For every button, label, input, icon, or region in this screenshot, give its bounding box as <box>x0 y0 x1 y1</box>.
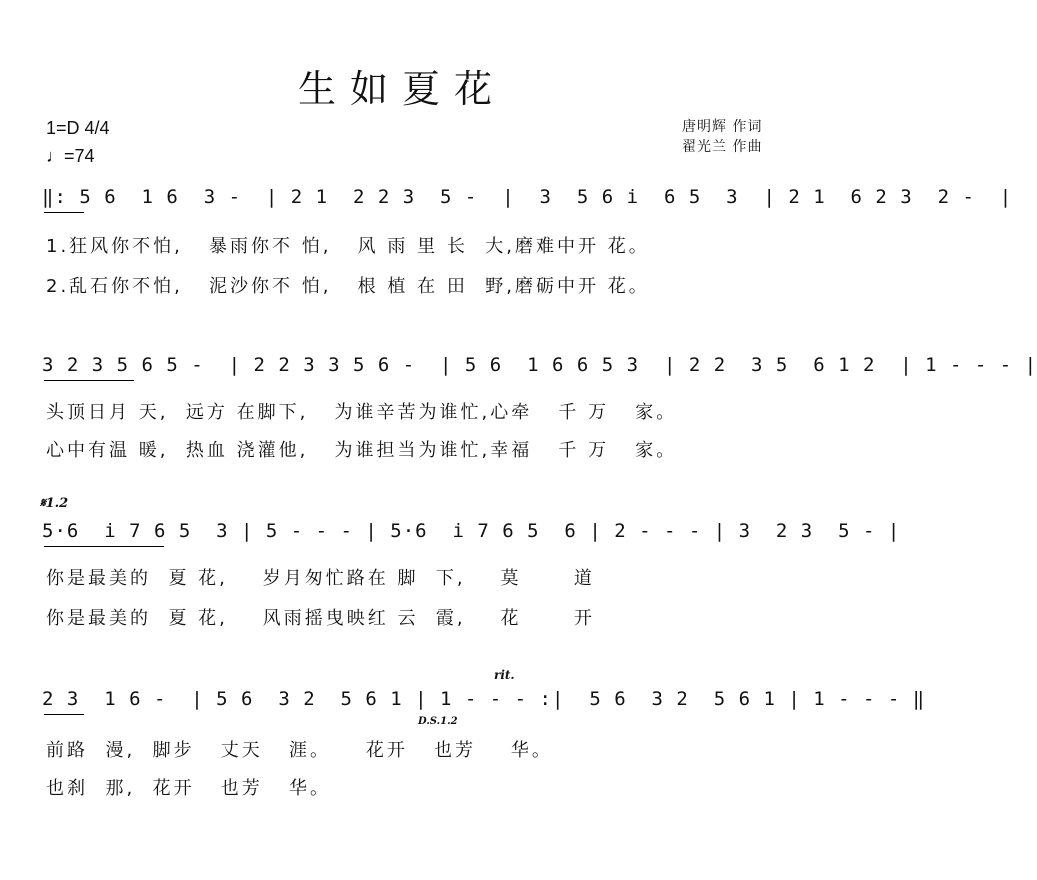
lyric-line-3-verse-1: 你是最美的 夏 花, 岁月匆忙路在 脚 下, 莫 道 <box>46 568 595 589</box>
notation-line-3: 5·6 i 7 6 5 3 | 5 - - - | 5·6 i 7 6 5 6 | 2 - - - | 3 2 3 5 - | <box>42 520 901 542</box>
composer-credit: 翟光兰 作曲 <box>682 139 763 155</box>
lyric-line-1-verse-2: 2.乱石你不怕, 泥沙你不 怕, 根 植 在 田 野,磨砺中开 花。 <box>46 276 650 297</box>
lyric-line-3-verse-2: 你是最美的 夏 花, 风雨摇曳映红 云 霞, 花 开 <box>46 608 595 629</box>
lyric-line-1-verse-1: 1.狂风你不怕, 暴雨你不 怕, 风 雨 里 长 大,磨难中开 花。 <box>46 236 650 257</box>
beam-line <box>44 380 134 381</box>
key-signature: 1=D 4/4 <box>46 118 110 138</box>
notation-line-4: 2 3 1 6 - | 5 6 3 2 5 6 1 | 1 - - - :| 5 6 3 2 5 6 1 | 1 - - - ‖ <box>42 688 926 710</box>
beam-line <box>44 212 84 213</box>
lyric-line-2-verse-1: 头顶日月 天, 远方 在脚下, 为谁辛苦为谁忙,心牵 千 万 家。 <box>46 402 678 423</box>
song-title: 生如夏花 <box>297 67 506 111</box>
beam-line <box>44 714 84 715</box>
lyric-line-4-verse-2: 也刹 那, 花开 也芳 华。 <box>46 778 331 799</box>
lyricist-credit: 唐明辉 作词 <box>682 119 763 135</box>
tempo-marking: ♩=74 <box>46 146 95 166</box>
segno-marking: 𝄋1.2 <box>40 496 69 511</box>
lyric-line-4-verse-1: 前路 漫, 脚步 丈天 涯。 花开 也芳 华。 <box>46 740 553 761</box>
notation-line-2: 3 2 3 5 6 5 - | 2 2 3 3 5 6 - | 5 6 1 6 6 5 3 | 2 2 3 5 6 1 2 | 1 - - - | <box>42 354 1037 376</box>
notation-line-1: ‖: 5 6 1 6 3 - | 2 1 2 2 3 5 - | 3 5 6 i 6 5 3 | 2 1 6 2 3 2 - | <box>42 186 1013 208</box>
ds-marking: D.S.1.2 <box>418 716 458 727</box>
lyric-line-2-verse-2: 心中有温 暖, 热血 浇灌他, 为谁担当为谁忙,幸福 千 万 家。 <box>46 440 678 461</box>
ritardando-marking: rit. <box>494 668 515 682</box>
beam-line <box>44 546 164 547</box>
